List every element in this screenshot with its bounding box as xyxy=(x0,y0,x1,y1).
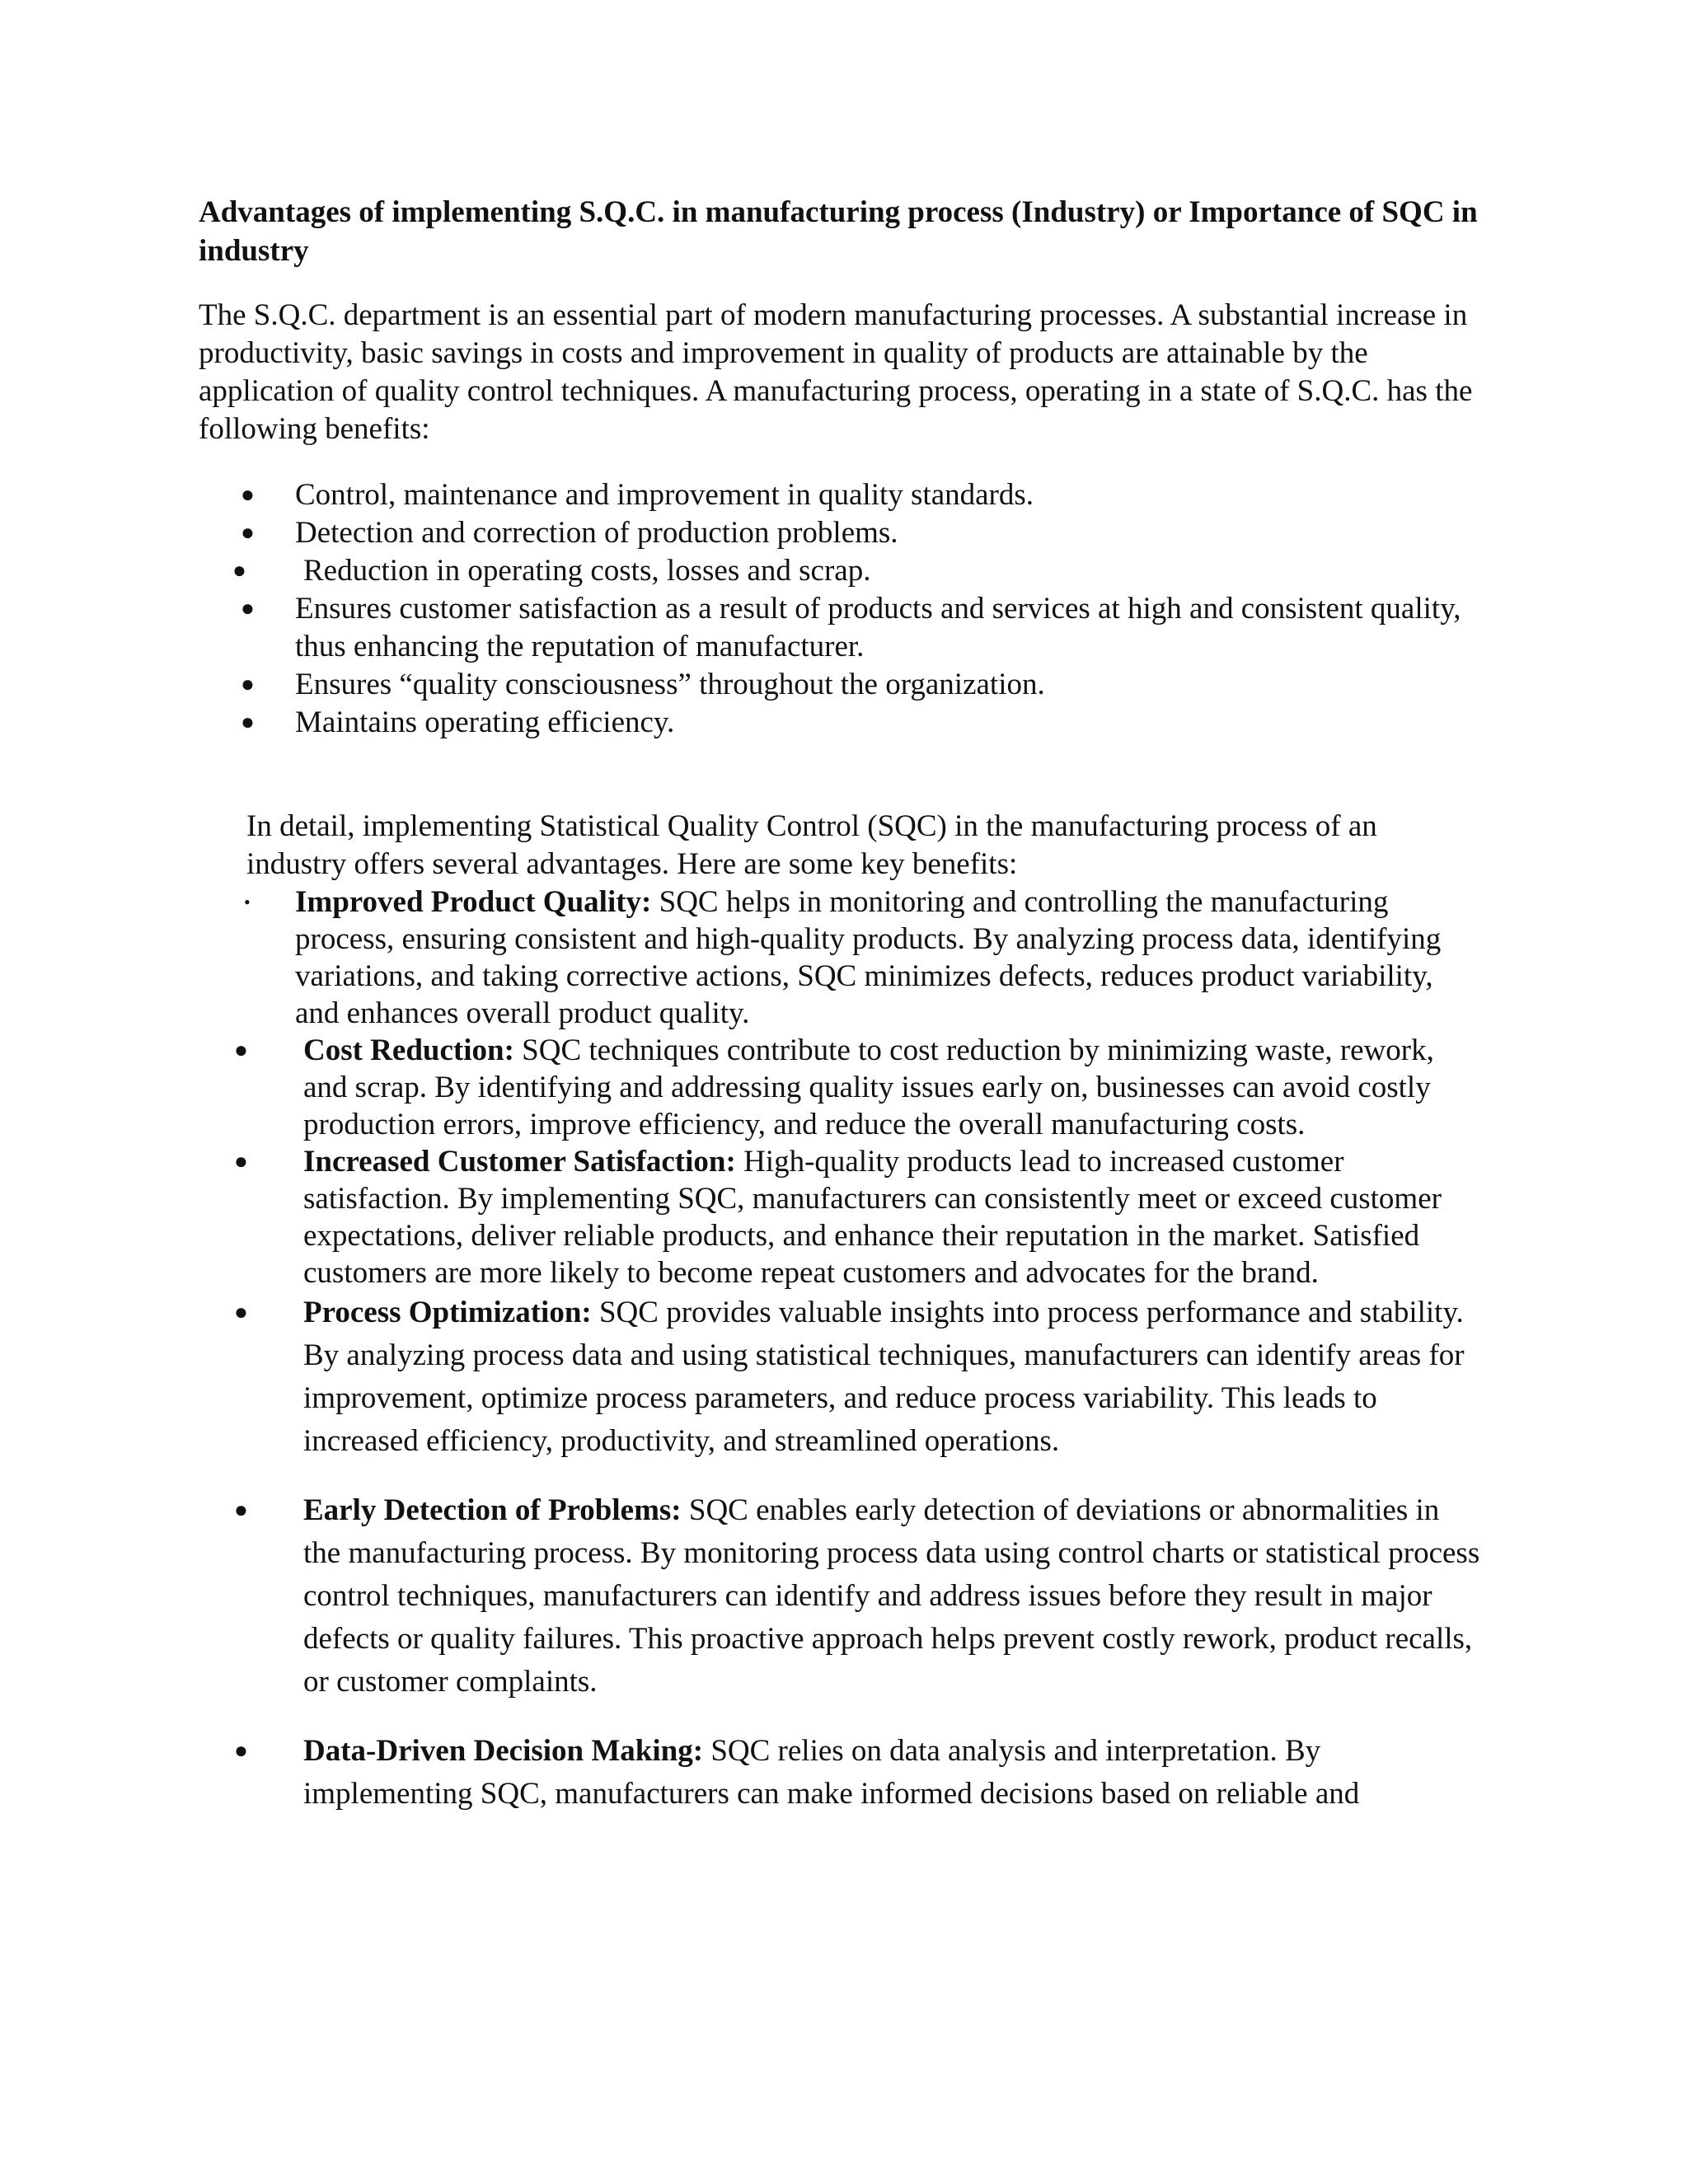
list-item xyxy=(234,1032,1482,1143)
advantage-text: SQC provides valuable insights into process performance and stability. By analyzing process data and using statistical techniques, manufacturers can identify areas for improvement, optimize process parameters, and reduce process variability. This leads to increased efficiency, productivity, and streamlined operations. xyxy=(303,1296,1465,1458)
advantage-title: Early Detection of Problems: xyxy=(303,1493,682,1527)
advantage-text: High-quality products lead to increased customer satisfaction. By implementing SQC, manufacturers can consistently meet or exceed customer expectations, deliver reliable products, and enhance their reputation in the market. Satisfied customers are more likely to become repeat customers and advocates for the brand. xyxy=(303,1145,1442,1290)
list-item-text: Ensures “quality consciousness” throughout the organization. xyxy=(295,668,1045,701)
bullet-icon: ● xyxy=(241,710,255,735)
document-heading: Advantages of implementing S.Q.C. in manufacturing process (Industry) or Importance of SQC in industry xyxy=(199,195,1478,268)
list-item xyxy=(234,1730,1482,1816)
list-item xyxy=(241,666,1465,704)
bullet-icon: ● xyxy=(234,1497,248,1523)
list-item xyxy=(241,476,1465,514)
bullet-icon: ● xyxy=(241,520,255,546)
list-item-text: Ensures customer satisfaction as a result of products and services at high and consistent quality, thus enhancing the reputation of manufacturer. xyxy=(295,592,1461,663)
list-item xyxy=(244,883,1482,1032)
list-item-text: Detection and correction of production problems. xyxy=(295,516,898,550)
advantage-title: Increased Customer Satisfaction: xyxy=(303,1145,736,1179)
bullet-icon: ● xyxy=(234,1300,248,1325)
detail-intro-paragraph: In detail, implementing Statistical Quality Control (SQC) in the manufacturing process of an industry offers several advantages. Here are some key benefits: xyxy=(246,809,1377,881)
list-item xyxy=(241,590,1465,666)
list-item xyxy=(232,552,1465,590)
list-item-text: Maintains operating efficiency. xyxy=(295,705,675,739)
list-item-text: Control, maintenance and improvement in quality standards. xyxy=(295,478,1034,512)
intro-paragraph: The S.Q.C. department is an essential part of modern manufacturing processes. A substantial increase in productivity, basic savings in costs and improvement in quality of products are attainable by the application of quality control techniques. A manufacturing process, operating in a state of S.Q.C. has the following benefits: xyxy=(199,298,1473,446)
list-item-text: Reduction in operating costs, losses and scrap. xyxy=(303,554,871,588)
bullet-icon: ● xyxy=(241,482,255,508)
list-item xyxy=(241,514,1465,552)
bullet-icon: ● xyxy=(232,558,246,583)
bullet-icon: • xyxy=(244,892,251,912)
bullet-icon: ● xyxy=(234,1738,248,1764)
list-item xyxy=(234,1143,1482,1291)
benefits-list xyxy=(232,476,1465,742)
advantage-text: SQC enables early detection of deviations or abnormalities in the manufacturing process. By monitoring process data using control charts or statistical process control techniques, manufacturers can identify and address issues before they result in major defects or quality failures. This proactive approach helps prevent costly rework, product recalls, or customer complaints. xyxy=(303,1493,1480,1699)
list-item xyxy=(234,1489,1482,1704)
advantage-title: Improved Product Quality: xyxy=(295,885,652,919)
advantage-text: SQC techniques contribute to cost reduction by minimizing waste, rework, and scrap. By identifying and addressing quality issues early on, businesses can avoid costly production errors, improve efficiency, and reduce the overall manufacturing costs. xyxy=(303,1033,1434,1141)
bullet-icon: ● xyxy=(241,672,255,697)
advantage-title: Process Optimization: xyxy=(303,1296,592,1329)
advantage-title: Cost Reduction: xyxy=(303,1033,514,1067)
bullet-icon: ● xyxy=(234,1149,248,1174)
bullet-icon: ● xyxy=(234,1038,248,1063)
advantage-text: SQC helps in monitoring and controlling the manufacturing process, ensuring consistent and high-quality products. By analyzing process data, identifying variations, and taking corrective actions, SQC minimizes defects, reduces product variability, and enhances overall product quality. xyxy=(295,885,1442,1030)
bullet-icon: ● xyxy=(241,596,255,621)
advantage-title: Data-Driven Decision Making: xyxy=(303,1734,704,1768)
list-item xyxy=(234,1291,1482,1463)
list-item xyxy=(241,704,1465,742)
advantages-list xyxy=(234,883,1482,1816)
advantage-text: SQC relies on data analysis and interpretation. By implementing SQC, manufacturers can make informed decisions based on reliable and xyxy=(303,1734,1360,1811)
